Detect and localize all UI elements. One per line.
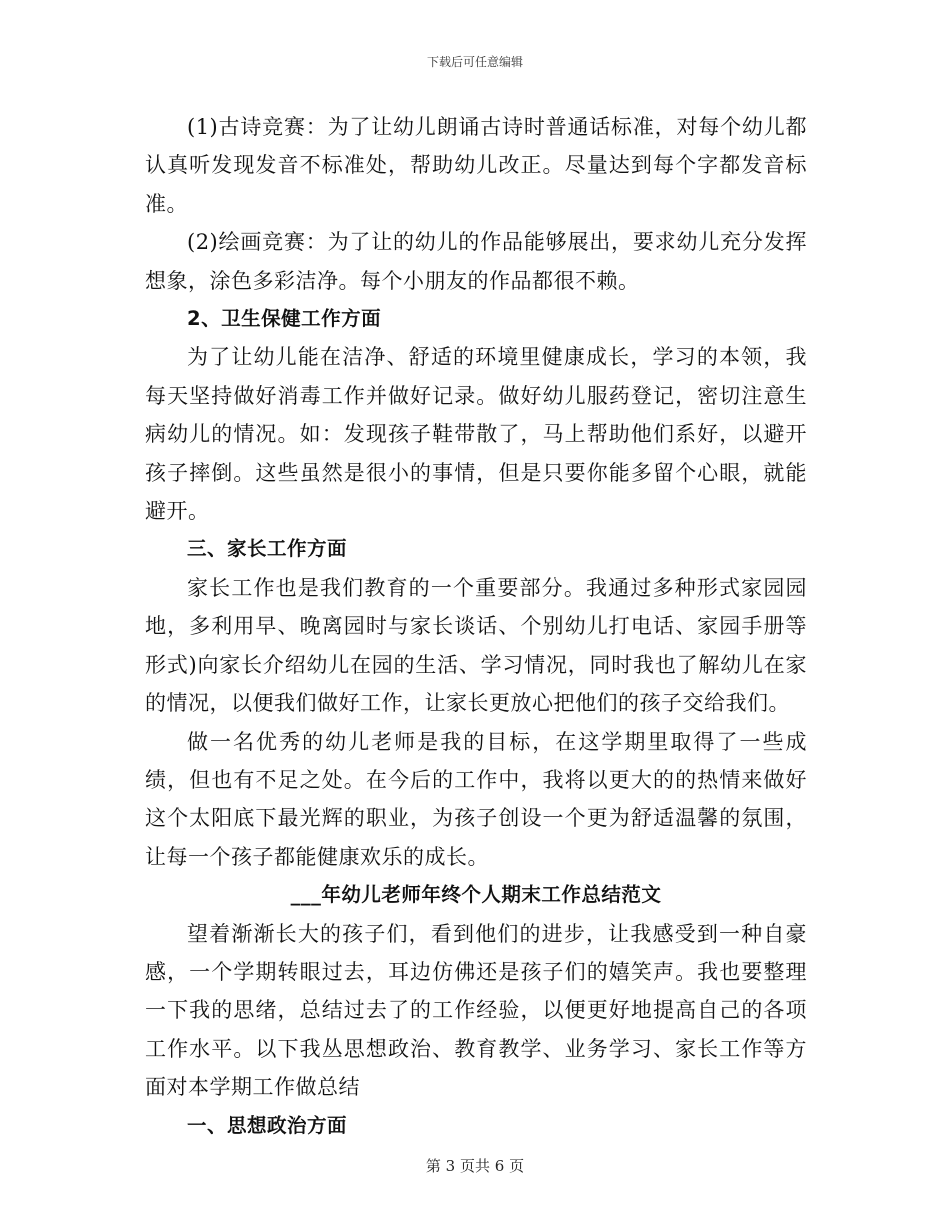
page-header: 下载后可任意编辑 — [426, 55, 523, 69]
paragraph-goal: 做一名优秀的幼儿老师是我的目标，在这学期里取得了一些成绩，但也有不足之处。在今后的工作中，我将以更大的的热情来做好这个太阳底下最光辉的职业，为孩子创设一个更为舒适温馨的氛围，让每一个孩子都能健康欢乐的成长。 — [145, 729, 807, 869]
paragraph-poetry-contest: (1)古诗竞赛：为了让幼儿朗诵古诗时普通话标准，对每个幼儿都认真听发现发音不标准处，帮助幼儿改正。尽量达到每个字都发音标准。 — [145, 115, 807, 216]
page-footer: 第 3 页共 6 页 — [425, 1157, 525, 1175]
paragraph-parents: 家长工作也是我们教育的一个重要部分。我通过多种形式家园园地，多利用早、晚离园时与家长谈话、个别幼儿打电话、家园手册等形式)向家长介绍幼儿在园的生活、学习情况，同时我也了解幼儿在家的情况，以便我们做好工作，让家长更放心把他们的孩子交给我们。 — [145, 575, 807, 716]
heading-hygiene: 2、卫生保健工作方面 — [187, 307, 382, 331]
document-title: ___年幼儿老师年终个人期末工作总结范文 — [290, 883, 662, 907]
paragraph-hygiene: 为了让幼儿能在洁净、舒适的环境里健康成长，学习的本领，我每天坚持做好消毒工作并做好记录。做好幼儿服药登记，密切注意生病幼儿的情况。如：发现孩子鞋带散了，马上帮助他们系好，以避开孩子摔倒。这些虽然是很小的事情，但是只要你能多留个心眼，就能避开。 — [145, 345, 807, 524]
paragraph-intro: 望着渐渐长大的孩子们，看到他们的进步，让我感受到一种自豪感，一个学期转眼过去，耳边仿佛还是孩子们的嬉笑声。我也要整理一下我的思绪，总结过去了的工作经验，以便更好地提高自己的各项工作水平。以下我丛思想政治、教育教学、业务学习、家长工作等方面对本学期工作做总结 — [145, 921, 807, 1100]
heading-parents: 三、家长工作方面 — [187, 537, 348, 561]
document-body — [145, 108, 807, 1145]
heading-politics: 一、思想政治方面 — [187, 1113, 348, 1137]
paragraph-drawing-contest: (2)绘画竞赛：为了让的幼儿的作品能够展出，要求幼儿充分发挥想象，涂色多彩洁净。每个小朋友的作品都很不赖。 — [145, 230, 807, 293]
